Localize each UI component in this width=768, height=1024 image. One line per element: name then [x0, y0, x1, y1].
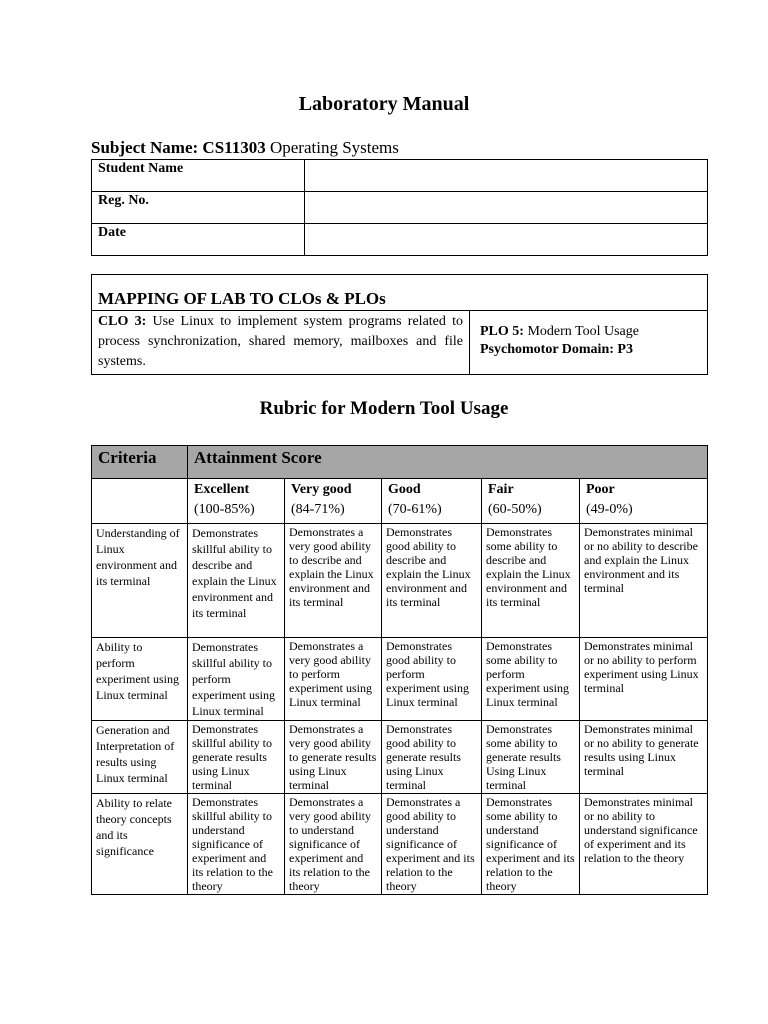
table-row: [92, 721, 708, 794]
score-cell: Demonstrates minimal or no ability to generate results using Linux terminal: [580, 721, 708, 794]
table-row: [92, 446, 708, 479]
domain-text: Psychomotor Domain: P3: [480, 342, 633, 357]
table-row: [92, 192, 708, 224]
score-cell: Demonstrates good ability to generate results using Linux terminal: [382, 721, 482, 794]
score-cell: Demonstrates skillful ability to understand significance of experiment and its relation to the theory: [188, 794, 285, 895]
score-cell: Demonstrates a good ability to understand significance of experiment and its relation to the theory: [382, 794, 482, 895]
plo-label: PLO 5:: [480, 324, 524, 339]
score-cell: Demonstrates some ability to perform experiment using Linux terminal: [482, 638, 580, 721]
mapping-heading: MAPPING OF LAB TO CLOs & PLOs: [92, 275, 708, 311]
score-cell: Demonstrates a very good ability to perform experiment using Linux terminal: [285, 638, 382, 721]
clo-cell: [92, 311, 470, 375]
reg-no-label: Reg. No.: [92, 192, 305, 224]
criterion-cell: Ability to relate theory concepts and its significance: [92, 794, 188, 895]
date-label: Date: [92, 224, 305, 256]
score-cell: Demonstrates a very good ability to describe and explain the Linux environment and its terminal: [285, 524, 382, 638]
table-row: [92, 224, 708, 256]
score-cell: Demonstrates some ability to generate results Using Linux terminal: [482, 721, 580, 794]
plo-text: Modern Tool Usage: [527, 324, 639, 339]
score-cell: Demonstrates a very good ability to generate results using Linux terminal: [285, 721, 382, 794]
score-cell: Demonstrates some ability to understand significance of experiment and its relation to the theory: [482, 794, 580, 895]
reg-no-field[interactable]: [305, 192, 708, 224]
clo-label: CLO 3:: [98, 314, 147, 329]
criterion-cell: Understanding of Linux environment and its terminal: [92, 524, 188, 638]
rubric-table: [91, 445, 708, 895]
level-good: Good (70-61%): [382, 479, 482, 524]
student-info-table: [91, 159, 708, 256]
score-cell: Demonstrates minimal or no ability to perform experiment using Linux terminal: [580, 638, 708, 721]
score-cell: Demonstrates good ability to describe and explain the Linux environment and its terminal: [382, 524, 482, 638]
criterion-cell: Generation and Interpretation of results using Linux terminal: [92, 721, 188, 794]
level-excellent: Excellent (100-85%): [188, 479, 285, 524]
score-cell: Demonstrates skillful ability to perform experiment using Linux terminal: [188, 638, 285, 721]
score-cell: Demonstrates skillful ability to describe and explain the Linux environment and its terminal: [188, 524, 285, 638]
score-cell: Demonstrates minimal or no ability to describe and explain the Linux environment and its terminal: [580, 524, 708, 638]
table-row: [92, 311, 708, 375]
attainment-score-header: Attainment Score: [188, 446, 708, 479]
clo-text: Use Linux to implement system programs related to process synchronization, shared memory, mailboxes and file systems.: [98, 314, 464, 369]
criterion-cell: Ability to perform experiment using Linux terminal: [92, 638, 188, 721]
table-row: [92, 794, 708, 895]
student-name-label: Student Name: [92, 160, 305, 192]
empty-cell: [92, 479, 188, 524]
table-row: [92, 638, 708, 721]
score-cell: Demonstrates skillful ability to generate results using Linux terminal: [188, 721, 285, 794]
score-cell: Demonstrates some ability to describe and explain the Linux environment and its terminal: [482, 524, 580, 638]
mapping-table: [91, 274, 708, 375]
score-cell: Demonstrates minimal or no ability to understand significance of experiment and its relation to the theory: [580, 794, 708, 895]
score-cell: Demonstrates good ability to perform experiment using Linux terminal: [382, 638, 482, 721]
subject-name: Operating Systems: [269, 138, 399, 157]
subject-label: Subject Name:: [91, 138, 199, 157]
student-name-field[interactable]: [305, 160, 708, 192]
table-row: [92, 275, 708, 311]
table-row: [92, 479, 708, 524]
level-very-good: Very good (84-71%): [285, 479, 382, 524]
table-row: [92, 160, 708, 192]
criteria-header: Criteria: [92, 446, 188, 479]
level-fair: Fair (60-50%): [482, 479, 580, 524]
level-poor: Poor (49-0%): [580, 479, 708, 524]
plo-cell: [470, 311, 708, 375]
date-field[interactable]: [305, 224, 708, 256]
subject-code: CS11303: [202, 138, 266, 157]
document-title: Laboratory Manual: [298, 93, 470, 115]
subject-line: [91, 138, 399, 158]
rubric-title: Rubric for Modern Tool Usage: [259, 398, 509, 419]
score-cell: Demonstrates a very good ability to understand significance of experiment and its relation to the theory: [285, 794, 382, 895]
table-row: [92, 524, 708, 638]
